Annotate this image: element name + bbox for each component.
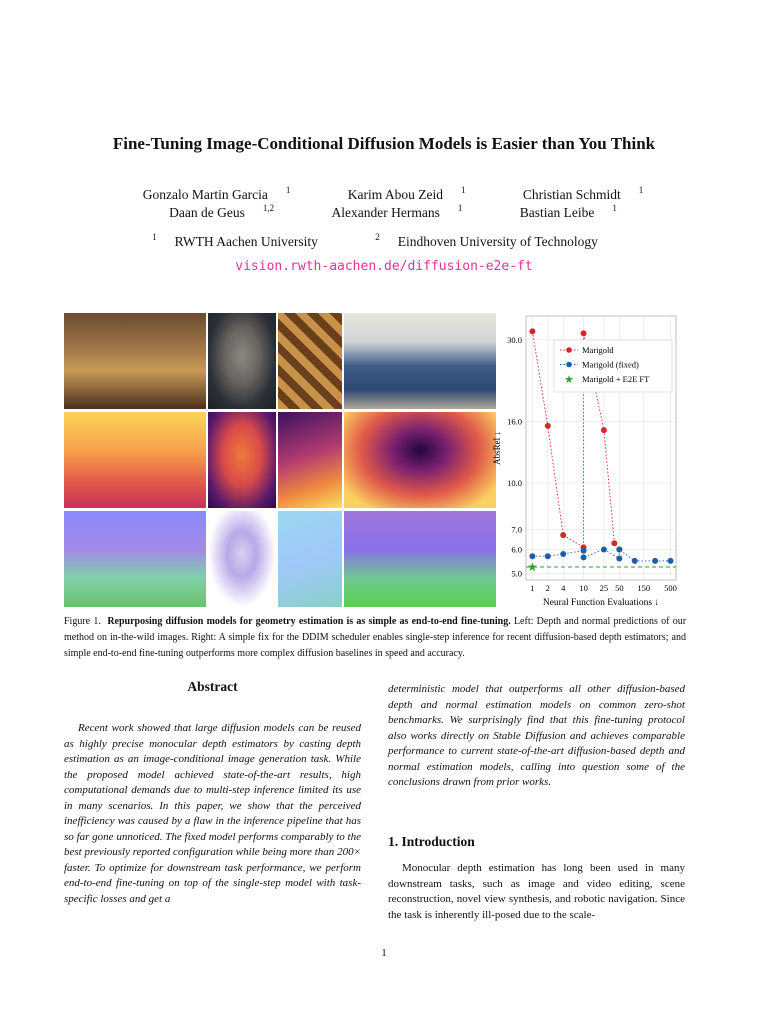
y-tick-label: 5.0 <box>511 568 522 579</box>
section-heading-introduction: 1. Introduction <box>388 834 475 849</box>
author: Bastian Leibe $^1$ <box>519 203 617 220</box>
page-number: 1 <box>381 947 387 959</box>
rgb-chess-image <box>278 313 342 409</box>
abstract-text-right: deterministic model that outperforms all other diffusion-based depth and normal estimation models on common zero-shot benchmarks. We surprisingly find that this fine-tuning protocol also works directly on Stable Diffusion and achieves comparable performance to current state-of-the-art diffusion-based depth and normal estimation models, calling into question some of the conclusions drawn from prior works. <box>388 683 685 788</box>
x-tick-label: 150 <box>637 583 651 593</box>
y-tick-label: 6.0 <box>511 544 522 555</box>
marigold-fixed-point <box>581 548 587 554</box>
x-tick-label: 50 <box>615 583 624 593</box>
author: Karim Abou Zeid $^1$ <box>347 185 466 202</box>
rgb-bust-image <box>208 313 276 409</box>
affiliation: $^2$ Eindhoven University of Technology <box>375 232 598 249</box>
legend-label: Marigold <box>582 345 614 355</box>
absrel-vs-nfe-chart <box>492 312 688 610</box>
depth-chess-image <box>278 412 342 508</box>
x-tick-label: 4 <box>561 583 566 593</box>
legend-label: Marigold (fixed) <box>582 359 639 370</box>
project-url[interactable]: vision.rwth-aachen.de/diffusion-e2e-ft <box>235 259 533 274</box>
legend-marker: ★ <box>564 374 574 386</box>
marigold-point <box>545 423 551 429</box>
marigold-fixed-point <box>601 547 607 553</box>
rgb-lego-image <box>64 313 206 409</box>
legend-marker <box>566 362 572 368</box>
affiliations <box>0 232 768 250</box>
marigold-fixed-point <box>616 556 622 562</box>
abstract-heading: Abstract <box>187 679 238 694</box>
abstract-text-left: Recent work showed that large diffusion models can be reused as highly precise monocular depth estimators by casting depth estimation as an image-conditional image generation task. While the proposed model achieved state-of-the-art results, high computational demands due to multi-step inference limited its use in many scenarios. In this paper, we show that the perceived inefficiency was caused by a flaw in the inference pipeline that has so far gone unnoticed. The fixed model performs comparably to the best previously reported configuration while being more than 200× faster. To optimize for downstream task performance, we perform end-to-end fine-tuning on top of the single-step model with task-specific losses and get a <box>64 722 361 905</box>
figure-image-grid <box>64 313 496 607</box>
caption-text: Left: Depth and normal predictions of our method on in-the-wild images. Right: A simple fix for the DDIM scheduler enables single-step inference for recent diffusion-based depth estimators; and simple end-to-end fine-tuning outperforms more complex diffusion baselines in speed and accuracy. <box>64 616 687 659</box>
marigold-point <box>601 427 607 433</box>
normal-chess-image <box>278 511 342 607</box>
normal-museum-image <box>344 511 496 607</box>
depth-bust-image <box>208 412 276 508</box>
legend-label: Marigold + E2E FT <box>582 374 650 384</box>
depth-museum-image <box>344 412 496 508</box>
marigold-fixed-point <box>652 558 658 564</box>
introduction-text: Monocular depth estimation has long been used in many downstream tasks, such as image and video editing, scene reconstruction, novel view synthesis, and robotic navigation. Since the task is inherently ill-posed due to the scale- <box>388 862 685 921</box>
x-tick-label: 500 <box>664 583 677 593</box>
x-tick-label: 2 <box>545 583 550 593</box>
y-tick-label: 10.0 <box>507 477 522 488</box>
x-tick-label: 10 <box>579 583 588 593</box>
rgb-museum-image <box>344 313 496 409</box>
y-tick-label: 7.0 <box>511 524 522 535</box>
marigold-fixed-point <box>529 553 535 559</box>
x-tick-label: 1 <box>530 583 535 593</box>
paper-title: Fine-Tuning Image-Conditional Diffusion Models is Easier than You Think <box>112 134 656 153</box>
legend-marker <box>566 347 572 353</box>
caption-label: Figure 1. <box>64 616 101 627</box>
normal-bust-image <box>208 511 276 607</box>
author: Christian Schmidt $^1$ <box>522 185 644 202</box>
marigold-point <box>611 540 617 546</box>
marigold-point <box>529 328 535 334</box>
depth-lego-image <box>64 412 206 508</box>
y-tick-label: 30.0 <box>507 334 522 345</box>
x-tick-label: 25 <box>599 583 609 593</box>
author-row-1 <box>0 185 768 203</box>
author: Alexander Hermans $^1$ <box>331 203 463 220</box>
marigold-e2e-ft-point: ★ <box>527 559 538 574</box>
author: Gonzalo Martin Garcia $^1$ <box>142 185 291 202</box>
y-axis-label: AbsRel ↓ <box>492 431 502 465</box>
caption-bold: Repurposing diffusion models for geometry estimation is as simple as end-to-end fine-tuning. <box>107 616 511 627</box>
affiliation: $^1$ RWTH Aachen University <box>152 232 318 249</box>
marigold-fixed-point <box>632 558 638 564</box>
marigold-point <box>560 532 566 538</box>
marigold-fixed-point <box>581 554 587 560</box>
y-tick-label: 16.0 <box>507 416 522 427</box>
x-axis-label: Neural Function Evaluations ↓ <box>542 598 660 608</box>
marigold-fixed-point <box>668 558 674 564</box>
figure-caption <box>64 614 686 662</box>
marigold-point <box>581 330 587 336</box>
normal-lego-image <box>64 511 206 607</box>
marigold-fixed-point <box>545 553 551 559</box>
author: Daan de Geus $^{1,2}$ <box>169 203 275 220</box>
author-row-2 <box>0 203 768 221</box>
marigold-fixed-point <box>560 551 566 557</box>
chart-legend <box>554 340 672 392</box>
marigold-fixed-point <box>616 547 622 553</box>
